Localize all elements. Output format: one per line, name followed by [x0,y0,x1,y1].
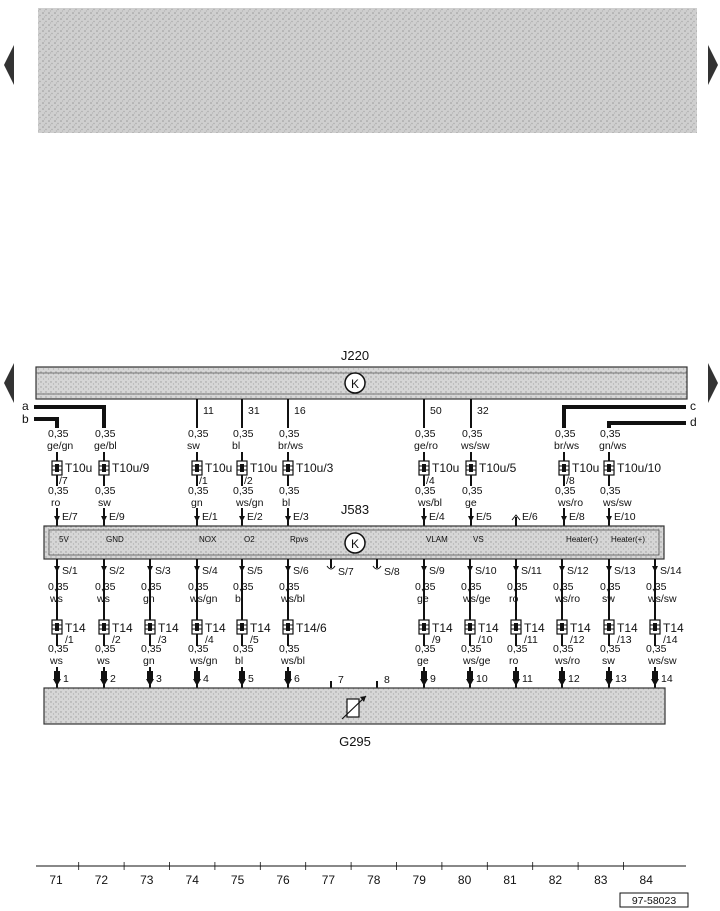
g295-pin: 11 [522,673,533,685]
j220-pin-32 [471,399,489,428]
wire-size: 0,35 [553,581,574,593]
j583-pin: S/6 [293,565,309,577]
wire-size-2: 0,35 [600,643,621,655]
j220-pin-11 [197,399,214,428]
connector-t14-icon [465,620,475,634]
wire-size-2: 0,35 [461,643,482,655]
connector-label: T10u [205,461,233,475]
wire-color-2: bl [282,497,291,509]
g295-pin: 4 [203,673,209,685]
j583-pin: E/8 [569,511,585,523]
wire-color: ws/bl [281,593,305,605]
wire-color: ws/ro [555,593,581,605]
j220-k-symbol: K [350,377,360,391]
wire-size: 0,35 [188,428,209,440]
j220-label: J220 [340,348,370,363]
prev-page-arrow-icon[interactable] [4,45,14,85]
connector-t10u-icon [99,461,109,475]
top-wire-3 [187,428,232,526]
svg-text:S/7: S/7 [338,566,354,578]
wire-color: gn/ws [599,440,627,452]
svg-text:E/6: E/6 [522,511,538,523]
j583-pin: E/1 [202,511,218,523]
connector-label: T10u [250,461,278,475]
wire-size-2: 0,35 [48,643,69,655]
connector-pin: /5 [250,634,259,646]
top-wire-1 [47,428,92,526]
wire-size-2: 0,35 [188,485,209,497]
next-page-arrow-icon[interactable] [708,45,718,85]
wire-size: 0,35 [279,428,300,440]
j583-pin: S/14 [660,565,682,577]
wire-size-2: 0,35 [188,643,209,655]
wire-color-2: ro [509,655,519,667]
wire-color: br/ws [278,440,304,452]
bottom-wire-2 [95,559,133,688]
connector-t14-icon [283,620,293,634]
connector-t10u-icon [52,461,62,475]
j583-pin: E/7 [62,511,78,523]
svg-text:16: 16 [294,405,306,417]
unused-pin-s8 [373,559,400,578]
wire-size-2: 0,35 [507,643,528,655]
j583-signal-label: Heater(+) [611,535,646,544]
wire-size: 0,35 [415,428,436,440]
svg-text:7: 7 [338,674,344,686]
unused-pin-s7 [327,559,354,578]
wire-color-2: bl [235,655,244,667]
wire-size: 0,35 [646,581,667,593]
g295-pin: 14 [661,673,673,685]
wire-size: 0,35 [233,581,254,593]
wire-b [34,419,57,428]
scale-number: 84 [639,873,653,887]
scale-number: 75 [230,873,245,887]
label-c: c [690,399,696,413]
connector-pin: /2 [244,475,253,487]
wire-color: ws [97,593,110,605]
wire-size-2: 0,35 [600,485,621,497]
wire-color: ge/bl [94,440,117,452]
connector-label: T14 [617,621,638,635]
top-wire-2 [94,428,150,526]
wire-size-2: 0,35 [646,643,667,655]
g295-pin: 9 [430,673,436,685]
j220-pin-16 [288,399,306,428]
wire-color-2: sw [602,655,615,667]
unused-pin-e6 [512,511,538,526]
svg-text:32: 32 [477,405,489,417]
bottom-wire-1 [48,559,86,688]
top-wire-8 [554,428,599,526]
connector-label: T14 [205,621,226,635]
top-wire-4 [232,428,277,526]
scale-number: 78 [367,873,381,887]
top-wire-7 [460,428,517,526]
wire-size: 0,35 [188,581,209,593]
bottom-wire-4 [188,559,226,688]
bottom-wire-7 [415,559,453,688]
wire-size-2: 0,35 [415,643,436,655]
wire-color: ge [417,593,429,605]
label-d: d [690,415,697,429]
previous-page-region [38,8,697,133]
g295-pin-8 [377,674,390,688]
j583-pin: S/12 [567,565,589,577]
connector-label: T14 [158,621,179,635]
connector-label: T10u [65,461,93,475]
j583-pin: E/3 [293,511,309,523]
connector-pin: /1 [65,634,74,646]
prev-arrow-icon[interactable] [4,363,14,403]
j583-signal-label: Heater(-) [566,535,599,544]
j583-signal-label: 5V [59,535,69,544]
scale-number: 82 [548,873,563,887]
g295-pin: 3 [156,673,162,685]
g295-pin: 10 [476,673,488,685]
connector-pin: /10 [478,634,493,646]
scale-number: 77 [321,873,336,887]
connector-label: T10u [432,461,460,475]
wire-size: 0,35 [555,428,576,440]
top-wire-9 [599,428,661,526]
wire-color-2: ro [51,497,61,509]
j220-pin-50 [424,399,442,428]
wire-size: 0,35 [233,428,254,440]
connector-t10u-icon [466,461,476,475]
label-b: b [22,412,29,426]
connector-pin: /13 [617,634,632,646]
wire-size-2: 0,35 [233,643,254,655]
scale-number: 80 [457,873,472,887]
label-a: a [22,399,29,413]
wire-color: ws/gn [190,593,218,605]
wire-size: 0,35 [95,428,116,440]
g295-pin: 1 [63,673,69,685]
wire-color-2: gn [143,655,155,667]
wire-color-2: ge [465,497,477,509]
wire-color: ro [509,593,519,605]
bottom-wire-9 [507,559,545,688]
connector-t14-icon [511,620,521,634]
j583-k-symbol: K [350,537,360,551]
wire-color-2: ws [97,655,110,667]
scale-number: 83 [594,873,608,887]
g295-pin-7 [331,674,344,688]
wire-size: 0,35 [279,581,300,593]
connector-label: T14 [250,621,271,635]
j583-label: J583 [340,502,370,517]
connector-label: T14 [524,621,545,635]
wire-size: 0,35 [95,581,116,593]
j583-pin: S/1 [62,565,78,577]
j583-pin: E/2 [247,511,263,523]
wire-size-2: 0,35 [95,485,116,497]
wire-color: ws/ge [463,593,491,605]
j583-pin: S/3 [155,565,171,577]
wire-color: br/ws [554,440,580,452]
wire-size: 0,35 [415,581,436,593]
top-wire-5 [278,428,334,526]
connector-label: T14/6 [296,621,327,635]
connector-t14-icon [99,620,109,634]
connector-t14-icon [419,620,429,634]
g295-pin: 12 [568,673,580,685]
connector-label: T14 [112,621,133,635]
wire-size-2: 0,35 [555,485,576,497]
scale-number: 81 [503,873,517,887]
j583-pin: E/10 [614,511,636,523]
wire-size-2: 0,35 [95,643,116,655]
connector-label: T14 [478,621,499,635]
next-arrow-icon[interactable] [708,363,718,403]
connector-t10u-icon [604,461,614,475]
connector-label: T10u/5 [479,461,517,475]
scale-number: 79 [412,873,426,887]
j583-signal-label: O2 [244,535,255,544]
g295-pin: 5 [248,673,254,685]
wire-color-2: ws/sw [603,497,632,509]
j583-pin: S/2 [109,565,125,577]
connector-label: T14 [663,621,684,635]
scale-number: 71 [49,873,63,887]
svg-text:11: 11 [203,405,214,417]
connector-t10u-icon [559,461,569,475]
connector-t14-icon [237,620,247,634]
wire-size: 0,35 [48,581,69,593]
doc-number: 97-58023 [631,895,677,907]
bottom-wire-11 [600,559,638,688]
j583-pin: S/9 [429,565,445,577]
svg-text:50: 50 [430,405,442,417]
bottom-wire-12 [646,559,684,688]
wire-color-2: ws/gn [190,655,218,667]
wire-color: sw [187,440,200,452]
wire-color-2: sw [98,497,111,509]
connector-label: T10u/3 [296,461,334,475]
scale-number: 76 [276,873,290,887]
wire-size-2: 0,35 [462,485,483,497]
wire-color: ge/gn [47,440,74,452]
connector-pin: /3 [158,634,167,646]
j583-signal-label: Rpvs [290,535,309,544]
wire-color: sw [602,593,615,605]
connector-t14-icon [604,620,614,634]
connector-t14-icon [52,620,62,634]
wire-color: ws/sw [648,593,677,605]
connector-t14-icon [145,620,155,634]
wire-color-2: gn [191,497,203,509]
connector-t14-icon [557,620,567,634]
j583-pin: E/9 [109,511,125,523]
wire-size: 0,35 [600,428,621,440]
j583-signal-label: GND [106,535,124,544]
wire-color: ws/sw [461,440,490,452]
wire-size-2: 0,35 [233,485,254,497]
scale-number: 73 [140,873,154,887]
scale-number: 74 [185,873,199,887]
wire-size: 0,35 [461,581,482,593]
connector-t14-icon [192,620,202,634]
connector-pin: /8 [566,475,575,487]
connector-t10u-icon [237,461,247,475]
connector-t14-icon [650,620,660,634]
connector-label: T10u/10 [617,461,662,475]
wire-size: 0,35 [48,428,69,440]
connector-t10u-icon [283,461,293,475]
svg-text:31: 31 [248,405,260,417]
j220-pin-31 [242,399,260,428]
j583-pin: S/13 [614,565,636,577]
svg-text:8: 8 [384,674,390,686]
bottom-wire-group [48,559,684,688]
wire-color-2: ws/sw [648,655,677,667]
wire-size-2: 0,35 [553,643,574,655]
bottom-wire-8 [461,559,499,688]
connector-label: T10u/9 [112,461,150,475]
svg-text:S/8: S/8 [384,566,400,578]
top-wire-6 [414,428,459,526]
connector-pin: /7 [59,475,68,487]
bottom-wire-6 [279,559,327,688]
wire-color-2: ws [50,655,63,667]
connector-pin: /4 [205,634,214,646]
bottom-wire-10 [553,559,591,688]
connector-label: T14 [570,621,591,635]
wire-size-2: 0,35 [141,643,162,655]
j583-pin: S/5 [247,565,263,577]
g295-pin: 6 [294,673,300,685]
j583-pin: S/11 [521,565,542,577]
wire-color-2: ws/bl [418,497,442,509]
wire-size: 0,35 [507,581,528,593]
wire-d [609,423,686,428]
connector-label: T14 [432,621,453,635]
j583-signal-label: NOX [199,535,217,544]
wire-color-2: ws/ro [555,655,581,667]
wire-color: ws [50,593,63,605]
wire-color: ge/ro [414,440,438,452]
connector-pin: /9 [432,634,441,646]
wire-size-2: 0,35 [48,485,69,497]
scale-number: 72 [94,873,109,887]
connector-label: T14 [65,621,86,635]
wire-size: 0,35 [141,581,162,593]
connector-pin: /4 [426,475,435,487]
wire-color: bl [232,440,241,452]
wire-size-2: 0,35 [415,485,436,497]
j583-pin: S/10 [475,565,497,577]
j583-pin: S/4 [202,565,218,577]
connector-pin: /14 [663,634,678,646]
wire-color: bl [235,593,244,605]
wire-color-2: ge [417,655,429,667]
connector-pin: /1 [199,475,208,487]
wire-size: 0,35 [462,428,483,440]
connector-pin: /11 [524,634,538,646]
wire-color-2: ws/ro [558,497,584,509]
wire-size-2: 0,35 [279,643,300,655]
connector-label: T10u [572,461,600,475]
j583-signal-label: VLAM [426,535,448,544]
j583-pin: E/4 [429,511,445,523]
g295-pin: 2 [110,673,116,685]
wire-color-2: ws/gn [236,497,264,509]
connector-t10u-icon [192,461,202,475]
j583-pin: E/5 [476,511,492,523]
g295-label: G295 [339,734,371,749]
j583-signal-label: VS [473,535,484,544]
g295-pin: 13 [615,673,627,685]
wire-size: 0,35 [600,581,621,593]
connector-pin: /12 [570,634,585,646]
wire-color-2: ws/ge [463,655,491,667]
connector-t10u-icon [419,461,429,475]
connector-pin: /2 [112,634,121,646]
bottom-wire-3 [141,559,179,688]
wire-size-2: 0,35 [279,485,300,497]
bottom-wire-5 [233,559,271,688]
wire-color-2: ws/bl [281,655,305,667]
wire-color: gn [143,593,155,605]
